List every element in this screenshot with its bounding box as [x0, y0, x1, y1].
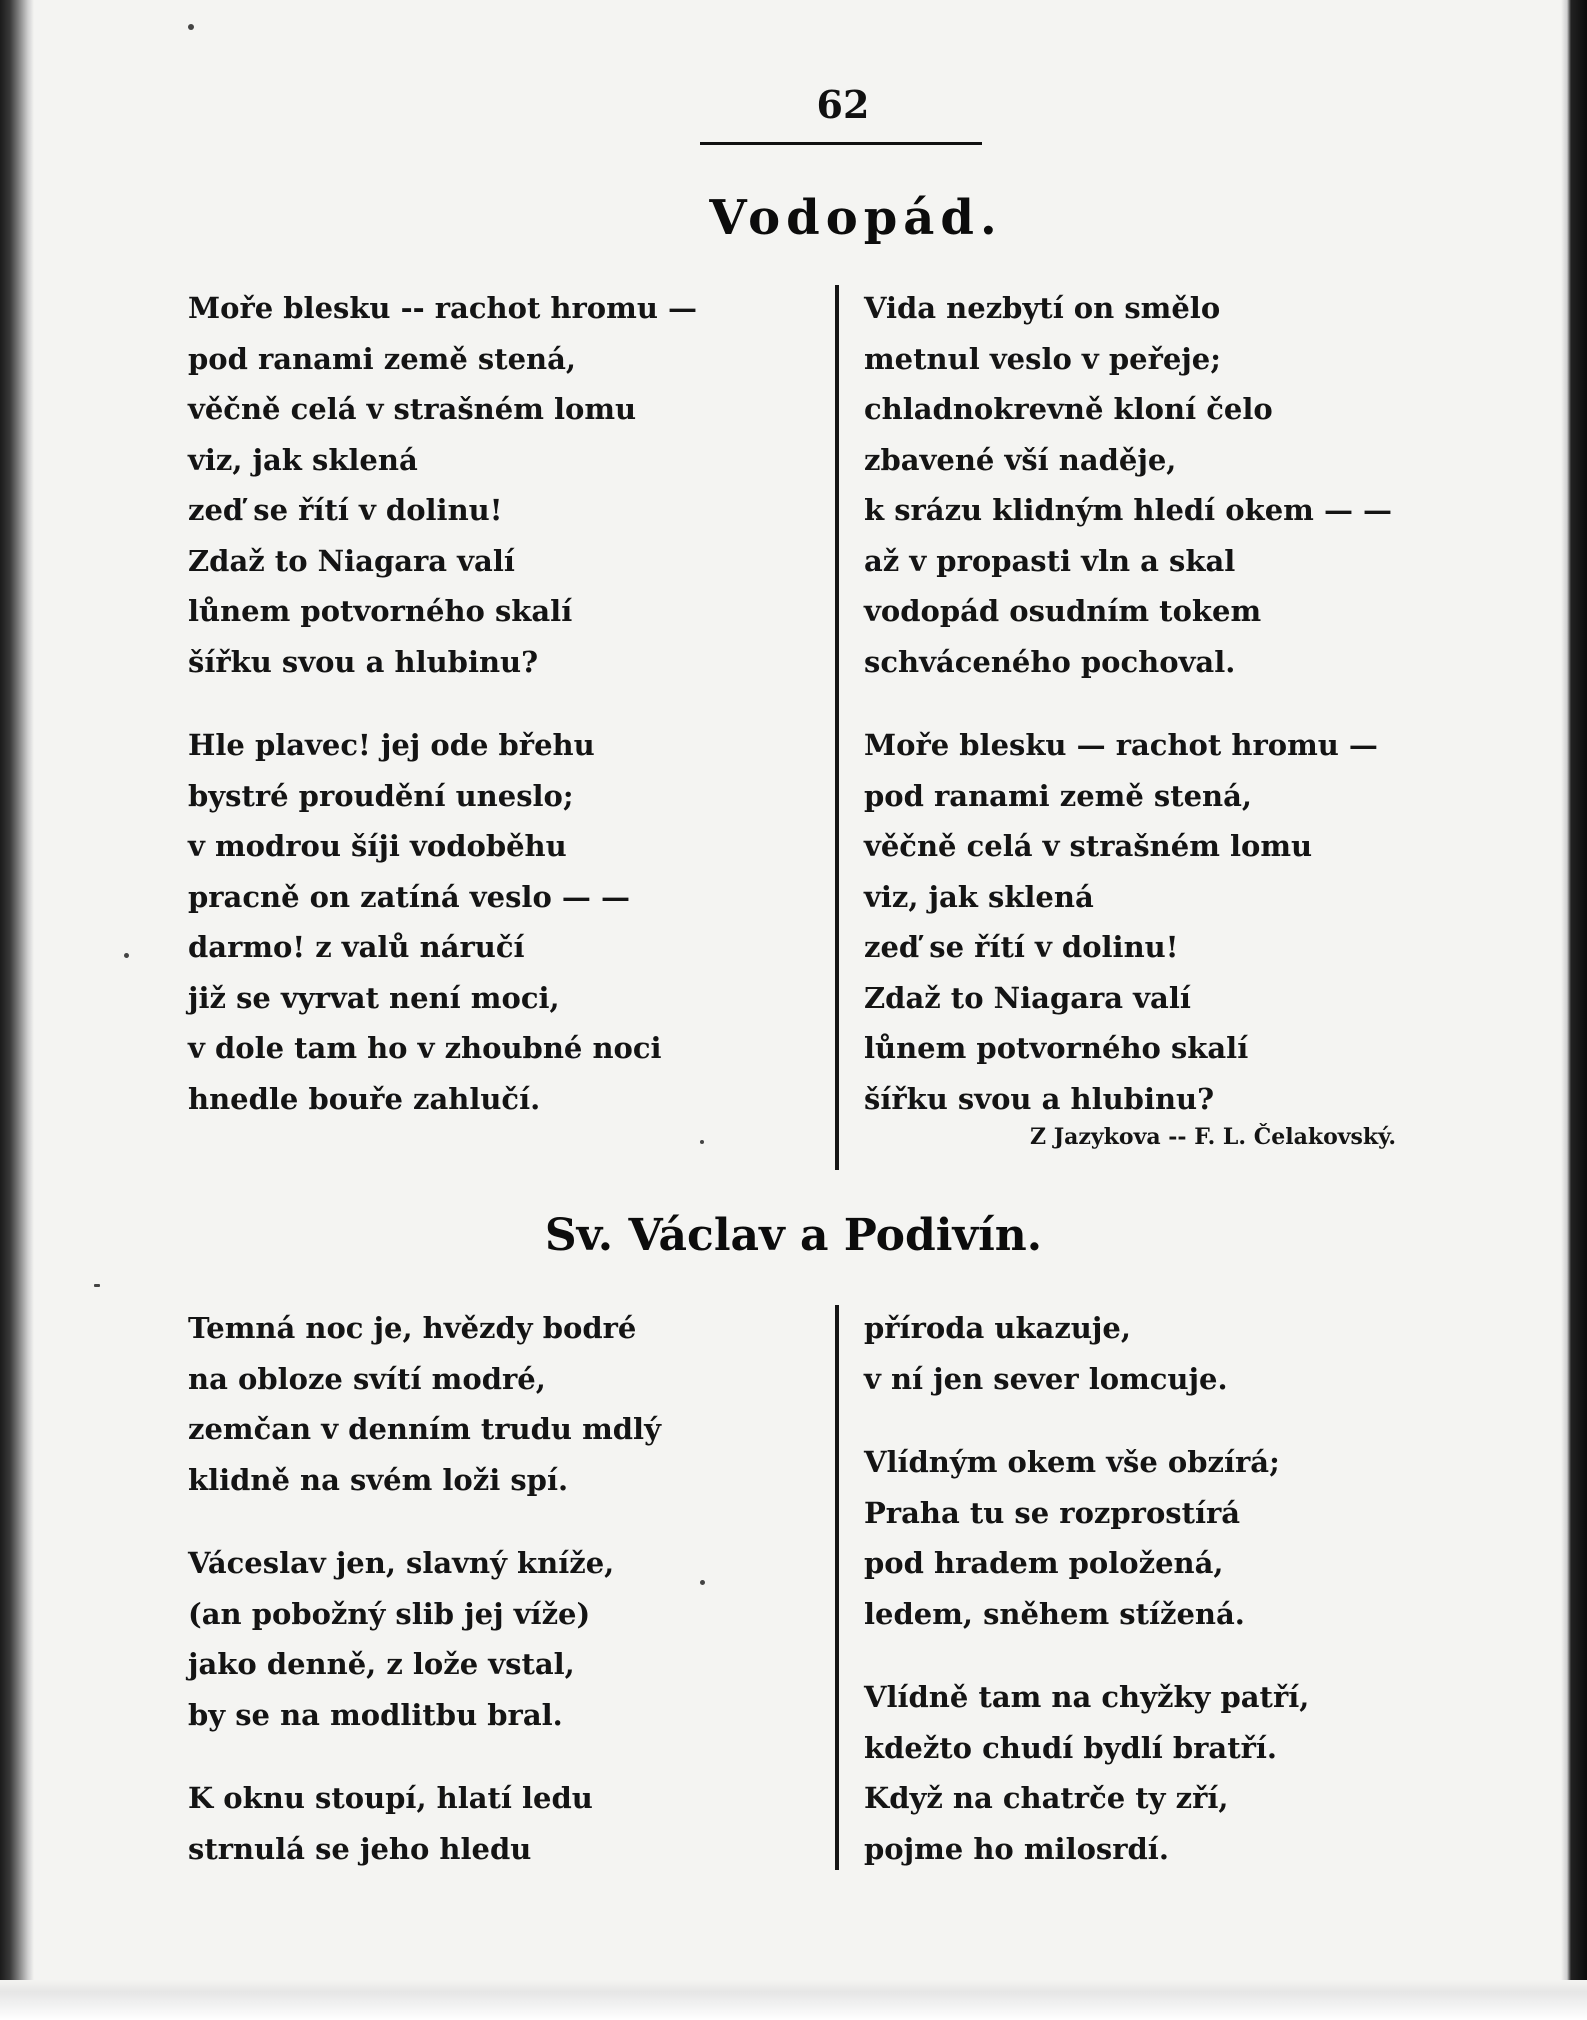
poem2-left-stanza-3 [188, 1773, 661, 1874]
verse-line: schváceného pochoval. [864, 644, 1236, 679]
page-right-edge [1561, 0, 1587, 2020]
verse-line: hnedle bouře zahlučí. [188, 1081, 541, 1116]
print-speck [700, 1140, 704, 1144]
verse-line: v dole tam ho v zhoubné noci [188, 1031, 662, 1065]
verse-line: na obloze svítí modré, [188, 1361, 546, 1396]
poem2-right-column [864, 1303, 1309, 1874]
stanza-gap [864, 1639, 1309, 1672]
print-speck [124, 953, 129, 958]
stanza-gap [864, 687, 1392, 720]
poem2-right-stanza-1 [864, 1303, 1309, 1404]
stanza-gap [188, 687, 697, 720]
verse-line: metnul veslo v peřeje; [864, 341, 1221, 376]
verse-line: darmo! z valů náručí [188, 930, 525, 964]
verse-line: vodopád osudním tokem [864, 594, 1262, 628]
verse-line: Moře blesku -- rachot hromu — [188, 291, 698, 325]
verse-line: Praha tu se rozprostírá [864, 1495, 1241, 1530]
page-bottom-edge [0, 1980, 1587, 2020]
stanza-gap [864, 1404, 1309, 1437]
verse-line: (an pobožný slib jej víže) [188, 1596, 591, 1631]
poem1-left-stanza-1 [188, 283, 697, 687]
verse-line: Vlídně tam na chyžky patří, [864, 1680, 1310, 1714]
verse-line: jako denně, z lože vstal, [188, 1647, 575, 1681]
verse-line: Zdaž to Niagara valí [188, 543, 515, 578]
verse-line: šířku svou a hlubinu? [864, 1081, 1215, 1116]
verse-line: kdežto chudí bydlí bratří. [864, 1730, 1278, 1765]
verse-line: Zdaž to Niagara valí [864, 980, 1191, 1015]
verse-line: klidně na svém loži spí. [188, 1462, 569, 1497]
poem1-left-stanza-2 [188, 720, 697, 1124]
verse-line: chladnokrevně kloní čelo [864, 392, 1273, 426]
verse-line: až v propasti vln a skal [864, 543, 1236, 578]
verse-line: viz, jak sklená [188, 442, 418, 477]
poem1-right-stanza-2 [864, 720, 1392, 1124]
verse-line: K oknu stoupí, hlatí ledu [188, 1781, 593, 1815]
verse-line: pod ranami země stená, [188, 341, 577, 376]
poem1-left-column [188, 283, 697, 1124]
verse-line: k srázu klidným hledí okem — — [864, 493, 1393, 527]
poem2-right-stanza-3 [864, 1672, 1309, 1874]
verse-line: by se na modlitbu bral. [188, 1697, 563, 1732]
poem2-left-stanza-2 [188, 1538, 661, 1740]
verse-line: viz, jak sklená [864, 879, 1094, 914]
page-number-rule [700, 142, 982, 145]
verse-line: Hle plavec! jej ode břehu [188, 728, 595, 762]
stanza-gap [188, 1740, 661, 1773]
verse-line: Váceslav jen, slavný kníže, [188, 1546, 615, 1580]
binding-edge [0, 0, 34, 2020]
poem1-title: Vodopád. [709, 190, 1003, 246]
verse-line: Když na chatrče ty zří, [864, 1781, 1229, 1815]
poem1-right-column [864, 283, 1392, 1124]
verse-line: lůnem potvorného skalí [864, 1031, 1249, 1065]
verse-line: šířku svou a hlubinu? [188, 644, 539, 679]
verse-line: pojme ho milosrdí. [864, 1831, 1169, 1866]
verse-line: věčně celá v strašném lomu [188, 392, 637, 426]
verse-line: bystré proudění uneslo; [188, 778, 574, 813]
verse-line: Vlídným okem vše obzírá; [864, 1445, 1280, 1479]
poem2-right-stanza-2 [864, 1437, 1309, 1639]
verse-line: v ní jen sever lomcuje. [864, 1361, 1228, 1396]
verse-line: strnulá se jeho hledu [188, 1831, 532, 1866]
verse-line: lůnem potvorného skalí [188, 594, 573, 628]
verse-line: již se vyrvat není moci, [188, 980, 560, 1015]
verse-line: zemčan v denním trudu mdlý [188, 1412, 661, 1446]
print-speck [700, 1580, 705, 1585]
column-divider [835, 1305, 839, 1870]
verse-line: věčně celá v strašném lomu [864, 829, 1313, 863]
poem2-left-column [188, 1303, 661, 1874]
page-number: 62 [816, 82, 870, 127]
column-divider [835, 285, 839, 1170]
poem1-right-stanza-1 [864, 283, 1392, 687]
verse-line: v modrou šíji vodoběhu [188, 829, 567, 863]
verse-line: Moře blesku — rachot hromu — [864, 728, 1378, 762]
verse-line: zeď se řítí v dolinu! [188, 493, 503, 527]
print-speck [94, 1284, 100, 1287]
poem1-attribution: Z Jazykova -- F. L. Čelakovský. [1030, 1124, 1397, 1150]
verse-line: Temná noc je, hvězdy bodré [188, 1311, 637, 1345]
verse-line: příroda ukazuje, [864, 1311, 1131, 1345]
stanza-gap [188, 1505, 661, 1538]
poem2-left-stanza-1 [188, 1303, 661, 1505]
print-speck [188, 24, 194, 30]
verse-line: zbavené vší naděje, [864, 442, 1177, 477]
verse-line: pod ranami země stená, [864, 778, 1253, 813]
verse-line: pracně on zatíná veslo — — [188, 879, 630, 914]
verse-line: pod hradem položená, [864, 1546, 1224, 1580]
verse-line: zeď se řítí v dolinu! [864, 930, 1179, 964]
verse-line: ledem, sněhem stížená. [864, 1596, 1245, 1631]
verse-line: Vida nezbytí on smělo [864, 291, 1221, 325]
poem2-title: Sv. Václav a Podivín. [544, 1210, 1043, 1261]
